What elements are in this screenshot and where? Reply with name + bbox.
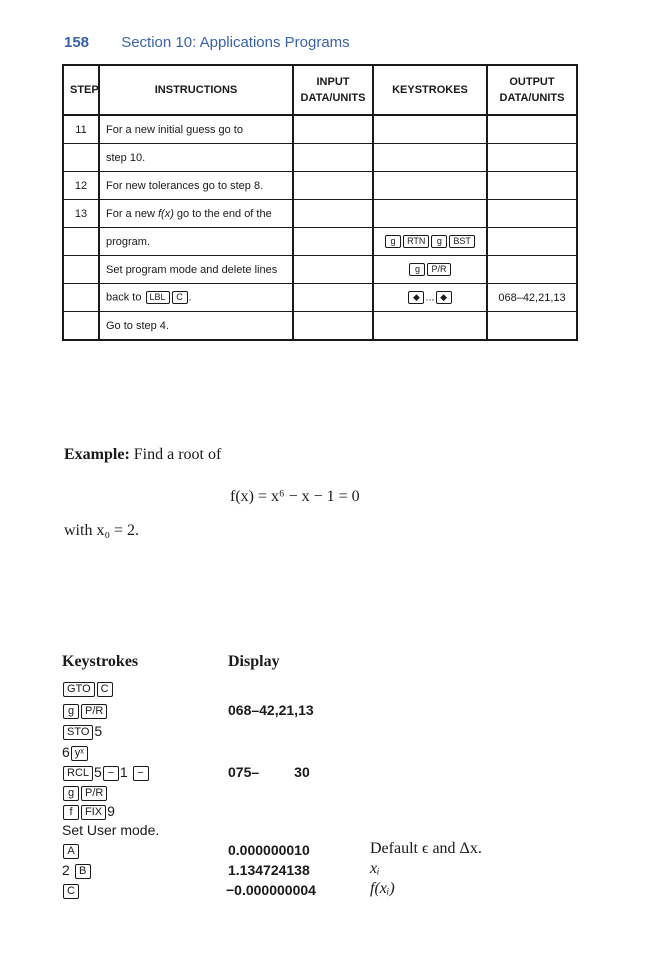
input-cell (293, 256, 373, 284)
pr-key: P/R (427, 263, 450, 276)
step-number (63, 144, 99, 172)
col-input: INPUT DATA/UNITS (293, 65, 373, 115)
minus-key: − (133, 766, 149, 781)
display-value: −0.000000004 (226, 882, 316, 898)
col-instructions: INSTRUCTIONS (99, 65, 293, 115)
table-row (63, 115, 577, 144)
back-arrow-key: ◆ (408, 291, 424, 304)
digit-one: 1 (119, 764, 128, 780)
table-row (63, 200, 577, 228)
keystroke-row (62, 803, 115, 823)
col-output: OUTPUT DATA/UNITS (487, 65, 577, 115)
keystroke-row (62, 784, 108, 804)
keystrokes-cell (373, 172, 487, 200)
b-key: B (75, 864, 91, 879)
sto-key: STO (63, 725, 93, 740)
table-row (63, 172, 577, 200)
display-note: xᵢ (370, 860, 380, 877)
output-cell (487, 144, 577, 172)
g-key: g (385, 235, 401, 248)
step-number (63, 256, 99, 284)
step-number (63, 312, 99, 341)
col-keystrokes: KEYSTROKES (373, 65, 487, 115)
keystroke-row (62, 723, 102, 743)
input-cell (293, 312, 373, 341)
page-header (64, 34, 350, 51)
back-arrow-key: ◆ (436, 291, 452, 304)
output-cell (487, 256, 577, 284)
digit-five: 5 (94, 723, 103, 739)
minus-key: − (103, 766, 119, 781)
g-key: g (431, 235, 447, 248)
keystrokes-header: Keystrokes (62, 653, 139, 670)
output-cell (487, 312, 577, 341)
keystroke-row (62, 680, 114, 700)
instruction-text: For a new f(x) go to the end of the (99, 200, 293, 228)
instruction-text: back to LBL C . (99, 284, 293, 312)
keystroke-row (62, 862, 92, 882)
fix-key: FIX (81, 805, 106, 820)
set-user-mode-text: Set User mode. (62, 822, 160, 838)
step-number: 11 (63, 115, 99, 144)
output-cell (487, 200, 577, 228)
pr-key: P/R (81, 786, 107, 801)
keystroke-row (62, 882, 80, 902)
f-key: f (63, 805, 79, 820)
instruction-text: For new tolerances go to step 8. (99, 172, 293, 200)
g-key: g (63, 704, 79, 719)
initial-guess-text: with x₀ = 2. (64, 522, 140, 539)
instruction-text: Set program mode and delete lines (99, 256, 293, 284)
c-key: C (97, 682, 113, 697)
keystrokes-cell (373, 256, 487, 284)
g-key: g (63, 786, 79, 801)
step-number (63, 228, 99, 256)
table-row (63, 144, 577, 172)
output-cell (487, 172, 577, 200)
input-cell (293, 228, 373, 256)
instructions-table (62, 64, 578, 341)
lbl-key: LBL (146, 291, 170, 304)
keystrokes-cell (373, 115, 487, 144)
table-row (63, 228, 577, 256)
g-key: g (409, 263, 425, 276)
display-header: Display (228, 653, 280, 670)
input-cell (293, 172, 373, 200)
instruction-text: program. (99, 228, 293, 256)
rtn-key: RTN (403, 235, 429, 248)
c-key: C (172, 291, 188, 304)
display-value: 068–42,21,13 (228, 702, 314, 718)
power-key: yˣ (71, 746, 88, 761)
digit-five: 5 (94, 764, 102, 780)
keystrokes-cell (373, 200, 487, 228)
instruction-text: Go to step 4. (99, 312, 293, 341)
instruction-text: For a new initial guess go to (99, 115, 293, 144)
input-cell (293, 115, 373, 144)
display-value: 0.000000010 (228, 842, 310, 858)
keystroke-row (62, 764, 150, 784)
step-number: 13 (63, 200, 99, 228)
display-value: 075– 30 (228, 764, 310, 780)
col-step: STEP (63, 65, 99, 115)
input-cell (293, 200, 373, 228)
keystroke-row (62, 744, 89, 764)
c-key: C (63, 884, 79, 899)
digit-nine: 9 (107, 803, 115, 819)
section-title: Section 10: Applications Programs (121, 34, 350, 51)
page-number: 158 (64, 34, 90, 51)
table-header-row (63, 65, 577, 115)
a-key: A (63, 844, 79, 859)
display-note: Default ϵ and Δx. (370, 840, 482, 857)
step-number (63, 284, 99, 312)
digit-six: 6 (62, 744, 70, 760)
table-row (63, 284, 577, 312)
output-cell (487, 228, 577, 256)
display-note: f(xᵢ) (370, 880, 395, 897)
keystrokes-cell (373, 144, 487, 172)
display-value: 1.134724138 (228, 862, 310, 878)
step-number: 12 (63, 172, 99, 200)
bst-key: BST (449, 235, 475, 248)
example-line (64, 446, 221, 464)
table-row (63, 312, 577, 341)
keystrokes-cell (373, 312, 487, 341)
output-cell: 068–42,21,13 (487, 284, 577, 312)
input-cell (293, 284, 373, 312)
keystrokes-cell (373, 228, 487, 256)
digit-two: 2 (62, 862, 70, 878)
example-label: Example: (64, 446, 130, 463)
pr-key: P/R (81, 704, 107, 719)
output-cell (487, 115, 577, 144)
instruction-text: step 10. (99, 144, 293, 172)
input-cell (293, 144, 373, 172)
keystrokes-cell (373, 284, 487, 312)
example-equation: f(x) = x⁶ − x − 1 = 0 (230, 488, 360, 505)
keystroke-row (62, 842, 80, 862)
rcl-key: RCL (63, 766, 93, 781)
keystroke-row (62, 702, 108, 722)
ellipsis: ... (425, 291, 435, 304)
table-row (63, 256, 577, 284)
fx-symbol: f(x) (157, 207, 174, 220)
example-text: Find a root of (133, 446, 222, 463)
gto-key: GTO (63, 682, 95, 697)
